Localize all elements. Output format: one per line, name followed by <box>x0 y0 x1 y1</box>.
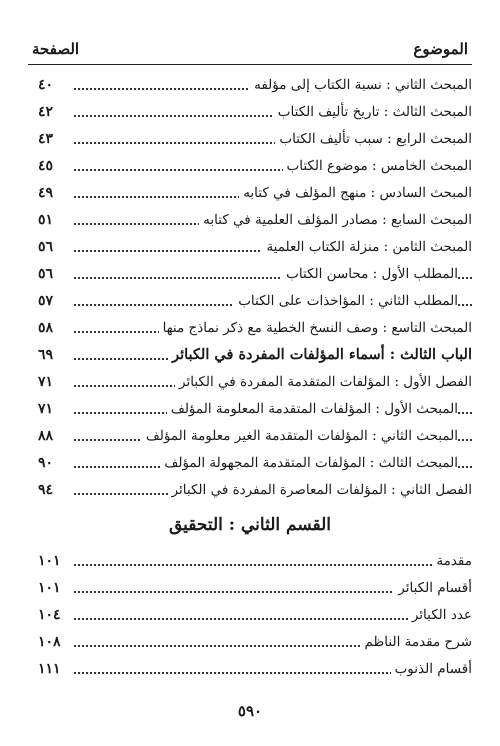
toc-header <box>28 40 472 64</box>
toc-entry-title: المبحث الأول : المؤلفات المتقدمة المعلومة المؤلف <box>167 396 458 422</box>
toc-entry-title: المبحث التاسع : وصف النسخ الخطية مع ذكر نماذج منها <box>159 315 472 341</box>
toc-entry-title: المبحث الثالث : تاريخ تأليف الكتاب <box>274 99 472 125</box>
section-heading: القسم الثاني : التحقيق <box>168 515 332 535</box>
toc-list-part-two <box>28 548 472 683</box>
toc-list-part-one <box>28 72 472 504</box>
page-column-label: الصفحة <box>32 40 80 58</box>
toc-entry <box>28 548 472 575</box>
toc-entry-page: ٤٢ <box>38 104 54 120</box>
toc-entry-page: ٤٥ <box>38 158 54 174</box>
toc-entry-title: المبحث الخامس : موضوع الكتاب <box>283 153 472 179</box>
toc-entry <box>28 342 472 369</box>
topic-column-label: الموضوع <box>413 40 468 58</box>
toc-entry <box>28 369 472 396</box>
toc-entry-title: المبحث الثالث : المؤلفات المتقدمة المجهولة المؤلف <box>160 450 458 476</box>
toc-entry <box>28 126 472 153</box>
toc-entry-title: الفصل الأول : المؤلفات المتقدمة المفردة في الكبائر <box>175 369 472 395</box>
toc-entry-page: ٩٠ <box>38 455 54 471</box>
toc-entry <box>28 629 472 656</box>
toc-entry-title: الفصل الثاني : المؤلفات المعاصرة المفردة في الكبائر <box>168 477 472 503</box>
toc-entry-page: ١٠٨ <box>38 634 61 650</box>
toc-entry-page: ٤٠ <box>38 77 54 93</box>
toc-entry-title: المطلب الثاني : المؤاخذات على الكتاب <box>234 288 458 314</box>
toc-entry-page: ٥١ <box>38 212 54 228</box>
toc-entry-title: المبحث الثاني : نسبة الكتاب إلى مؤلفه <box>250 72 472 98</box>
toc-entry-page: ٦٩ <box>38 347 54 363</box>
toc-entry-page: ٤٣ <box>38 131 54 147</box>
toc-entry <box>28 180 472 207</box>
toc-entry <box>28 396 472 423</box>
toc-entry-title: المبحث الثاني : المؤلفات المتقدمة الغير معلومة المؤلف <box>142 423 458 449</box>
toc-entry-title: شرح مقدمة الناظم <box>361 629 472 655</box>
toc-entry-title: أقسام الكبائر <box>394 575 472 601</box>
toc-entry <box>28 477 472 504</box>
toc-entry <box>28 602 472 629</box>
page-number: ٥٩٠ <box>237 702 263 720</box>
toc-entry-title: المبحث الرابع : سبب تأليف الكتاب <box>275 126 472 152</box>
toc-entry <box>28 423 472 450</box>
dot-leader <box>74 564 472 566</box>
toc-entry-page: ٥٧ <box>38 293 54 309</box>
toc-entry <box>28 207 472 234</box>
toc-entry-page: ١١١ <box>38 661 61 677</box>
toc-entry-page: ١٠٤ <box>38 607 61 623</box>
toc-entry-page: ٧١ <box>38 401 54 417</box>
toc-entry <box>28 261 472 288</box>
toc-entry <box>28 315 472 342</box>
toc-entry <box>28 656 472 683</box>
toc-entry <box>28 153 472 180</box>
toc-entry-title: المبحث السادس : منهج المؤلف في كتابه <box>239 180 472 206</box>
toc-entry-title: المبحث الثامن : منزلة الكتاب العلمية <box>262 234 472 260</box>
toc-entry-page: ٥٦ <box>38 239 54 255</box>
toc-entry <box>28 450 472 477</box>
toc-entry <box>28 99 472 126</box>
header-divider <box>28 64 472 65</box>
toc-entry-page: ٩٤ <box>38 482 54 498</box>
toc-entry-page: ٧١ <box>38 374 54 390</box>
toc-entry-page: ٥٨ <box>38 320 54 336</box>
toc-entry-page: ٥٦ <box>38 266 54 282</box>
toc-entry-page: ٤٩ <box>38 185 54 201</box>
toc-entry-title: الباب الثالث : أسماء المؤلفات المفردة في الكبائر <box>168 342 472 368</box>
toc-entry-page: ١٠١ <box>38 553 61 569</box>
toc-entry <box>28 575 472 602</box>
toc-entry-title: أقسام الذنوب <box>391 656 472 682</box>
toc-entry-page: ٨٨ <box>38 428 54 444</box>
toc-entry-title: عدد الكبائر <box>408 602 472 628</box>
toc-entry <box>28 288 472 315</box>
toc-entry-title: المبحث السابع : مصادر المؤلف العلمية في كتابه <box>199 207 472 233</box>
toc-entry <box>28 234 472 261</box>
toc-entry <box>28 72 472 99</box>
toc-entry-page: ١٠١ <box>38 580 61 596</box>
toc-entry-title: المطلب الأول : محاسن الكتاب <box>282 261 458 287</box>
toc-entry-title: مقدمة <box>432 548 472 574</box>
